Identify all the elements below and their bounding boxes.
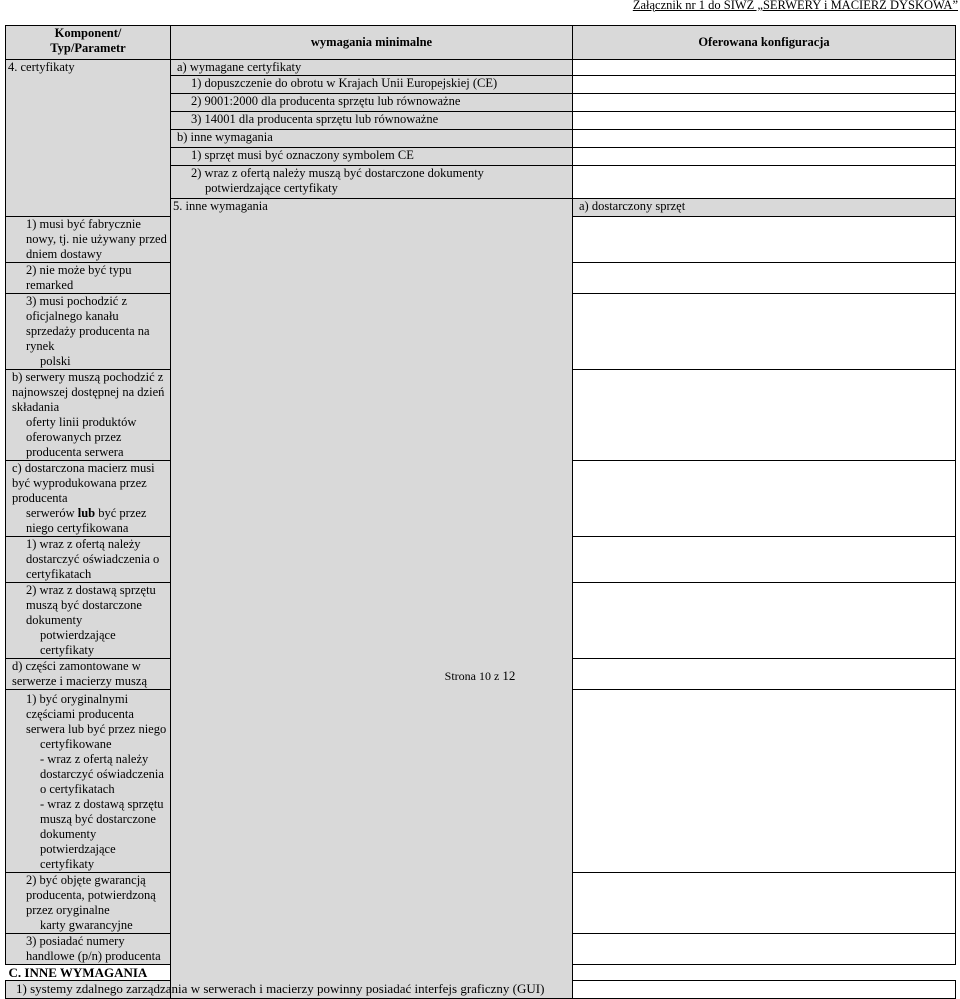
attachment-note: Załącznik nr 1 do SIWZ „SERWERY i MACIERZ DYSKOWA” bbox=[632, 0, 958, 12]
req-cell: 1) sprzęt musi być oznaczony symbolem CE bbox=[171, 148, 573, 166]
offer-cell[interactable] bbox=[573, 60, 956, 76]
req-cell: d) części zamontowane w serwerze i macierzy muszą bbox=[6, 659, 171, 690]
table-header-row bbox=[6, 26, 956, 60]
header-component-cell bbox=[6, 26, 171, 60]
offer-cell[interactable] bbox=[573, 537, 956, 583]
req-cell: 1) wraz z ofertą należy dostarczyć oświadczenia o certyfikatach bbox=[6, 537, 171, 583]
offer-cell[interactable] bbox=[573, 76, 956, 94]
req-cell: 3) posiadać numery handlowe (p/n) producenta bbox=[6, 934, 171, 965]
offer-cell[interactable] bbox=[573, 294, 956, 370]
table-row bbox=[6, 60, 956, 76]
header-component: Komponent/ bbox=[54, 26, 122, 40]
req-cell: a) wymagane certyfikaty bbox=[171, 60, 573, 76]
offer-cell[interactable] bbox=[573, 981, 956, 999]
section-title: C. INNE WYMAGANIA bbox=[6, 965, 956, 981]
header-offered: Oferowana konfiguracja bbox=[573, 26, 956, 60]
table-row bbox=[6, 981, 956, 999]
row-label-inne-wymagania: 5. inne wymagania bbox=[171, 199, 573, 999]
req-cell: 2) wraz z dostawą sprzętu muszą być dostarczone dokumenty potwierdzające certyfikaty bbox=[6, 583, 171, 659]
section-c-row bbox=[6, 965, 956, 981]
offer-cell[interactable] bbox=[573, 370, 956, 461]
offer-cell[interactable] bbox=[573, 130, 956, 148]
row-label-certyfikaty: 4. certyfikaty bbox=[6, 60, 171, 217]
req-cell: 1) musi być fabrycznie nowy, tj. nie używany przed dniem dostawy bbox=[6, 217, 171, 263]
page-number-label: Strona 10 z bbox=[444, 669, 503, 683]
offer-cell[interactable] bbox=[573, 690, 956, 873]
req-cell: 1) być oryginalnymi częściami producenta serwera lub być przez niego certyfikowane - wraz z ofertą należy dostarczyć oświadczenia o certyfikatach - wraz z dostawą sprzętu muszą być dostarczone dokumenty potwierdzające certyfikaty bbox=[6, 690, 171, 873]
offer-cell[interactable] bbox=[573, 873, 956, 934]
header-min-req: wymagania minimalne bbox=[171, 26, 573, 60]
offer-cell[interactable] bbox=[573, 583, 956, 659]
offer-cell[interactable] bbox=[573, 112, 956, 130]
req-cell: c) dostarczona macierz musi być wyprodukowana przez producenta serwerów lub być przez niego certyfikowana bbox=[6, 461, 171, 537]
requirements-table bbox=[5, 25, 956, 999]
req-cell: 2) nie może być typu remarked bbox=[6, 263, 171, 294]
offer-cell[interactable] bbox=[573, 934, 956, 965]
req-cell: 2) być objęte gwarancją producenta, potwierdzoną przez oryginalne karty gwarancyjne bbox=[6, 873, 171, 934]
offer-cell[interactable] bbox=[573, 94, 956, 112]
header-type-param: Typ/Parametr bbox=[50, 41, 126, 55]
offer-cell[interactable] bbox=[573, 166, 956, 199]
req-cell: 1) dopuszczenie do obrotu w Krajach Unii Europejskiej (CE) bbox=[171, 76, 573, 94]
page-total: 12 bbox=[502, 668, 516, 683]
offer-cell[interactable] bbox=[573, 217, 956, 263]
req-cell: 2) 9001:2000 dla producenta sprzętu lub równoważne bbox=[171, 94, 573, 112]
req-cell: a) dostarczony sprzęt bbox=[573, 199, 956, 217]
req-cell: b) serwery muszą pochodzić z najnowszej dostępnej na dzień składania oferty linii produktów oferowanych przez producenta serwera bbox=[6, 370, 171, 461]
req-cell: 1) systemy zdalnego zarządzania w serwerach i macierzy powinny posiadać interfejs graficzny (GUI) bbox=[6, 981, 573, 999]
req-cell: 2) wraz z ofertą należy muszą być dostarczone dokumenty potwierdzające certyfikaty bbox=[171, 166, 573, 199]
offer-cell[interactable] bbox=[573, 148, 956, 166]
req-cell: 3) musi pochodzić z oficjalnego kanału sprzedaży producenta na rynek polski bbox=[6, 294, 171, 370]
offer-cell[interactable] bbox=[573, 263, 956, 294]
req-cell: b) inne wymagania bbox=[171, 130, 573, 148]
offer-cell[interactable] bbox=[573, 461, 956, 537]
req-cell: 3) 14001 dla producenta sprzętu lub równoważne bbox=[171, 112, 573, 130]
